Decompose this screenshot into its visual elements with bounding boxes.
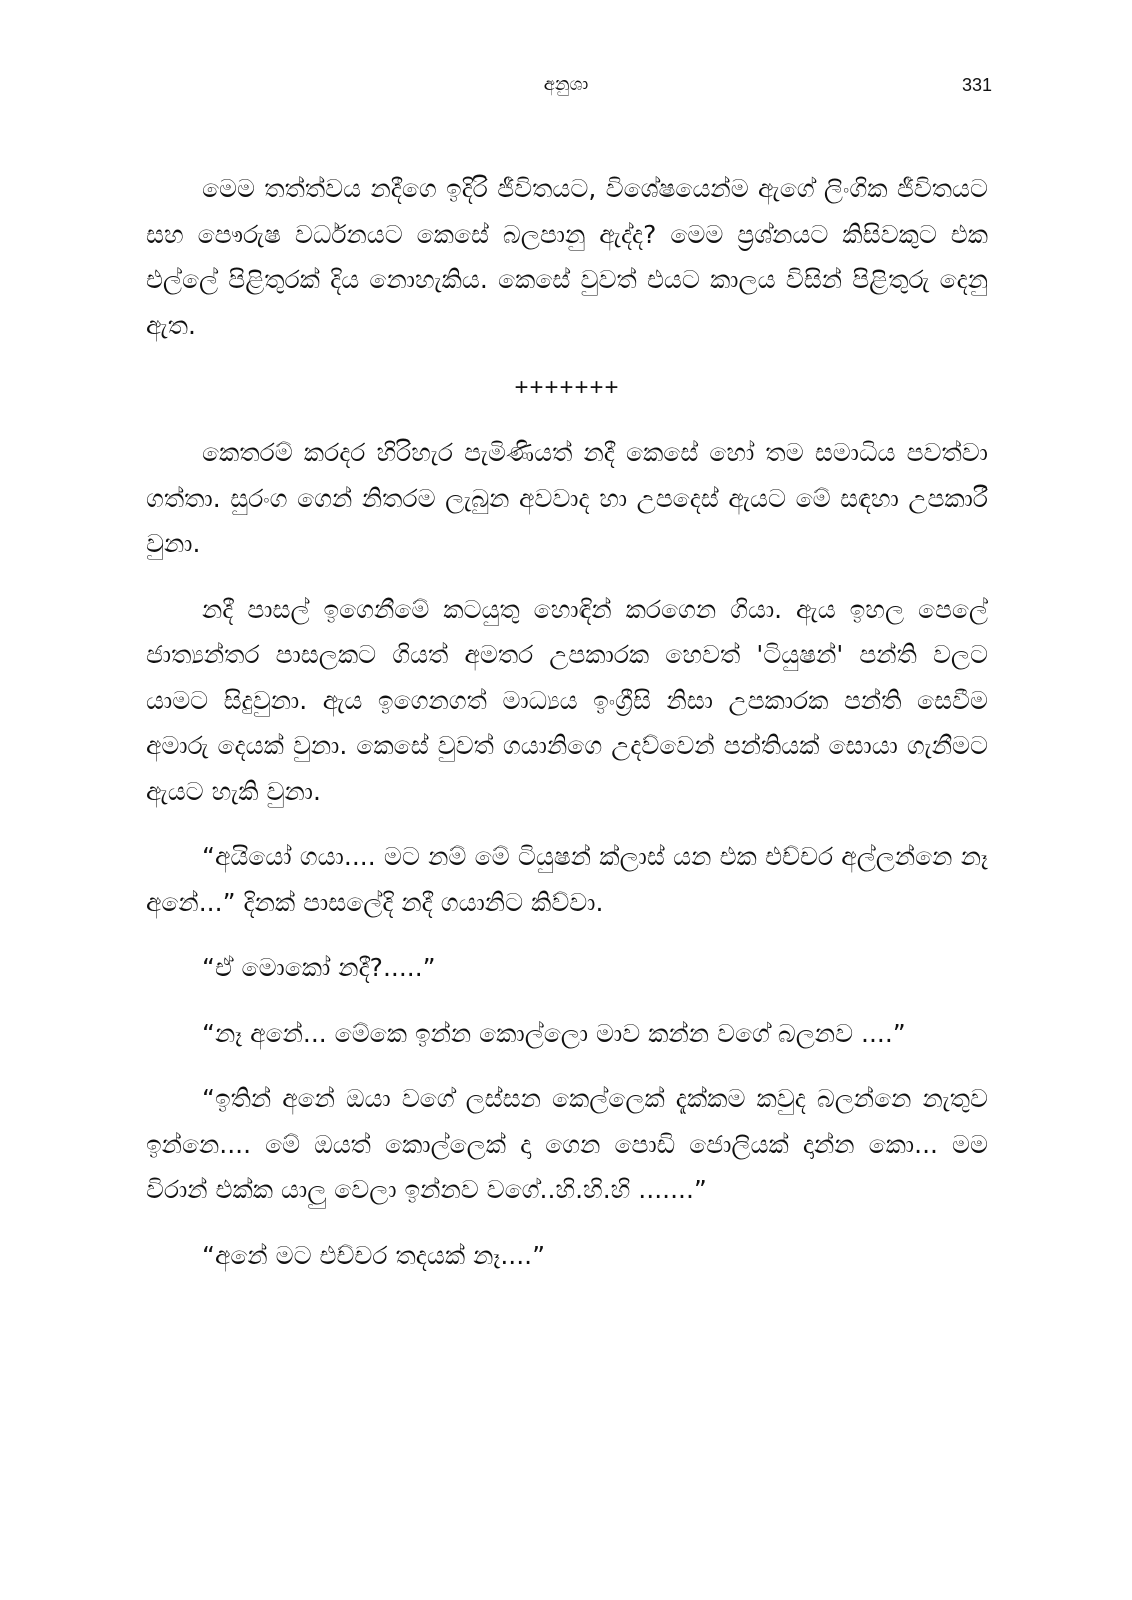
paragraph-6: “නෑ අනේ... මේකෙ ඉන්න කොල්ලො මාව කන්න වගේ බලනව ....” <box>202 1018 906 1048</box>
running-header <box>0 72 1132 102</box>
paragraph-1: මෙම තත්ත්වය නදීගෙ ඉදිරි ජීවිතයට, විශේෂයෙන්ම ඇගේ ලිංගික ජීවිතයට සහ පෞරුෂ වර්ධනයට කෙසේ බලපානු ඇද්ද? මෙම ප්‍රශ්නයට කිසිවකුට එක එල්ලේ පිළිතුරක් දිය නොහැකිය. කෙසේ වුවත් එයට කාලය විසින් පිළිතුරු දෙනු ඇත. <box>146 174 988 340</box>
page-number: 331 <box>961 75 992 95</box>
paragraph-3: නදී පාසල් ඉගෙනීමේ කටයුතු හොඳින් කරගෙන ගියා. ඇය ඉහල පෙලේ ජාත්‍යන්තර පාසලකට ගියත් අමතර උපකාරක හෙවත් 'ටියුෂන්' පන්ති වලට යාමට සිදුවුනා. ඇය ඉගෙනගත් මාධ්‍යය ඉංග්‍රීසි නිසා උපකාරක පන්ති සෙවීම අමාරු දෙයක් වුනා. කෙසේ වුවත් ගයානිගෙ උදව්වෙන් පන්තියක් සොයා ගැනීමට ඇයට හැකි වුනා. <box>146 594 988 806</box>
body-text <box>146 166 988 1298</box>
running-title: අනුශා <box>543 74 589 95</box>
paragraph-8: “අනේ මට එච්චර තදයක් නෑ....” <box>202 1240 546 1270</box>
paragraph-4: “අයියෝ ගයා.... මට නම් මේ ටියුෂන් ක්ලාස් යන එක එච්චර අල්ලන්නෙ නෑ අනේ...” දිනක් පාසලේදි නදී ගයානිට කිව්වා. <box>146 842 988 917</box>
paragraph-2: කෙතරම් කරදර හිරිහැර පැමිණියත් නදී කෙසේ හෝ තම සමාධිය පවත්වා ගත්තා. සුරංග ගෙන් නිතරම ලැබුන අවවාද හා උපදෙස් ඇයට මේ සඳහා උපකාරී වුනා. <box>146 438 988 558</box>
paragraph-5: “ඒ මොකෝ නදී?.....” <box>202 953 436 982</box>
section-separator: +++++++ <box>514 374 620 401</box>
paragraph-7: “ඉතින් අනේ ඔයා වගේ ලස්සන කෙල්ලෙක් දැක්කම කවුද බලන්නෙ නැතුව ඉන්නෙ.... මේ ඔයත් කොල්ලෙක් දා ගෙන පොඩි ජොලියක් දාන්න කො... මම විරාන් එක්ක යාලු වෙලා ඉන්නව වගේ..හි.හි.හි .......” <box>146 1084 988 1204</box>
